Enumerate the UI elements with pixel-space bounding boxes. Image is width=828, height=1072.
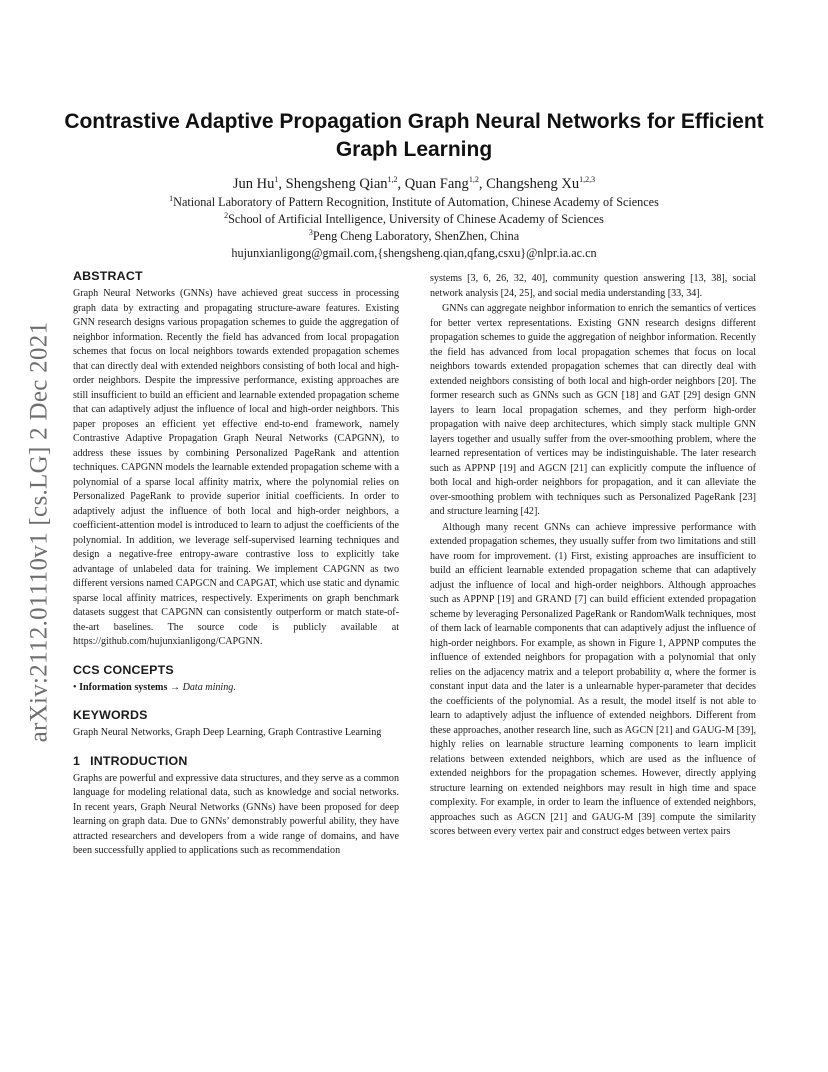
ccs-concept-item (73, 681, 399, 696)
affiliation-text: National Laboratory of Pattern Recognition, Institute of Automation, Chinese Academy of Sciences (173, 195, 659, 209)
right-column (430, 272, 756, 840)
left-column (73, 268, 399, 859)
body-paragraph: systems [3, 6, 26, 32, 40], community question answering [13, 38], social network analysis [24, 25], and social media understanding [33, 34]. (430, 273, 756, 299)
author-list: Jun Hu$^1$, Shengsheng Qian$^{1,2}$, Quan Fang$^{1,2}$, Changsheng Xu$^{1,2,3}$ (232, 175, 596, 192)
affiliation-mark: 1 (169, 193, 174, 203)
ccs-concepts-heading: CCS CONCEPTS (73, 662, 174, 677)
affiliation-1 (60, 194, 768, 211)
author-name: Changsheng Xu (486, 176, 580, 192)
affiliation-text: Peng Cheng Laboratory, ShenZhen, China (312, 229, 520, 243)
introduction-heading (73, 753, 399, 769)
affiliation-mark: 3 (308, 227, 313, 237)
ccs-category: Information systems (79, 681, 168, 693)
author-name: Quan Fang (404, 176, 469, 192)
author-affiliation-mark: 1,2 (468, 175, 479, 185)
paper-title: Contrastive Adaptive Propagation Graph Neural Networks for Efficient Graph Learning (64, 110, 764, 161)
introduction-paragraph: Graphs are powerful and expressive data structures, and they serve as a common language for modeling relational data, such as knowledge and social networks. In recent years, Graph Neural Networks (GNNs) have been proposed for deep learning on graph data. Due to GNNs’ demonstrably powerful ability, they have attracted researchers and developers from a wide range of domains, and have been successfully applied to applications such as recommendation (73, 772, 399, 856)
abstract-heading: ABSTRACT (73, 269, 143, 283)
arrow-symbol: → (169, 681, 181, 693)
abstract-text: Graph Neural Networks (GNNs) have achieved great success in processing graph data by extracting and propagating structure-aware features. Existing GNN research designs various propagation schemes to guide the aggregation of neighbor information. Recently the field has advanced from local propagation schemes that focus on local neighbors towards extended propagation schemes that can directly deal with extended neighbors consisting of both local and high-order neighbors. Despite the impressive performance, existing approaches are still insufficient to build an efficient and learnable extended propagation scheme that can adaptively adjust the influence of local and high-order neighbors. This paper proposes an efficient yet effective end-to-end framework, namely Contrastive Adaptive Propagation Graph Neural Networks (CAPGNN), to address these issues by combining Personalized PageRank and attention techniques. CAPGNN models the learnable extended propagation scheme with a polynomial of a sparse local affinity matrix, where the polynomial relies on Personalized PageRank to provide superior initial coefficients. In order to adaptively adjust the influence of both local and high-order neighbors, a coefficient-attention model is introduced to learn to adjust the coefficients of the polynomial. In addition, we leverage self-supervised learning techniques and design a negative-free entropy-aware contrastive loss to explicitly take advantage of unlabeled data for training. We implement CAPGNN as two different versions named CAPGCN and CAPGAT, which use static and dynamic sparse local affinity matrices, respectively. Experiments on graph benchmark datasets suggest that CAPGNN can consistently outperform or match state-of-the-art baselines. The source code is publicly available at https://github.com/hujunxianligong/CAPGNN. (73, 288, 399, 647)
ccs-period: . (233, 681, 236, 693)
keywords-text: Graph Neural Networks, Graph Deep Learning, Graph Contrastive Learning (73, 727, 382, 738)
affiliation-2 (60, 211, 768, 228)
author-emails: hujunxianligong@gmail.com,{shengsheng.qian,qfang,csxu}@nlpr.ia.ac.cn (231, 246, 597, 260)
body-paragraph: Although many recent GNNs can achieve impressive performance with extended propagation schemes, they usually suffer from two limitations and still have room for improvement. (1) First, existing approaches are insufficient to build an efficient learnable extended propagation scheme that can adaptively adjust the influence of local and high-order neighbors. Although approaches such as APPNP [19] and GRAND [7] can build efficient extended propagation scheme by leveraging Personalized PageRank or RandomWalk techniques, most of them lack of learnable components that can adaptively adjust the influence of high-order neighbors. For example, as shown in Figure 1, APPNP computes the influence of extended neighbors for propagation with a polynomial that only relies on the adjacency matrix and a teleport probability α, where the former is constant input data and the later is a unlearnable hyper-parameter that decides the coefficients of the polynomial. As a result, the model itself is not able to learn to adaptively adjust the influence of extended neighbors. Different from these approaches, another research line, such as AGCN [21] and GAUG-M [39], highly relies on learnable structure learning components to learn implicit relations between extended neighbors, which are used as the influence of extended neighbors for the propagation schemes. However, directly applying structure learning on extended neighbors may result in high time and space complexity. For example, in order to learn the influence of extended neighbors, approaches such as AGCN [21] and GAUG-M [39] compute the similarity scores between every vertex pair and construct edges between vertex pairs (430, 521, 756, 837)
author-name: Jun Hu (232, 176, 275, 192)
author-affiliation-mark: 1,2,3 (579, 175, 596, 185)
keywords-heading: KEYWORDS (73, 708, 148, 722)
arxiv-identifier-text: arXiv:2112.01110v1 [cs.LG] 2 Dec 2021 (25, 321, 53, 743)
author-affiliation-mark: 1,2 (387, 175, 398, 185)
author-affiliation-mark: 1 (274, 175, 279, 185)
section-number: 1 (73, 753, 81, 768)
arxiv-identifier (22, 292, 56, 772)
author-name: Shengsheng Qian (285, 176, 388, 192)
bullet: • (73, 681, 77, 693)
body-paragraph: GNNs can aggregate neighbor information to enrich the semantics of vertices for better vertex representations. Existing GNN research designs different propagation schemes to guide the aggregation of neighbor information. Recently the field has advanced from local propagation schemes that focus on local neighbors towards extended propagation schemes that can directly deal with extended neighbors consisting of both local and high-order neighbors [20]. The former research such as GNNs such as GCN [18] and GAT [29] design GNN layers to learn local propagation schemes, and they perform high-order propagation with naive deep architectures, which simply stack multiple GNN layers together and usually suffer from the over-smoothing problem, where the learned representation of vertices may be indistinguishable. The later research such as APPNP [19] and AGCN [21] can explicitly compute the influence of both local and high-order neighbors for propagation, and it can alleviate the over-smoothing problem with techniques such as Personalized PageRank [23] and structure learning [42]. (430, 303, 756, 517)
affiliation-mark: 2 (224, 210, 229, 220)
ccs-subcategory: Data mining (182, 681, 234, 693)
section-title: INTRODUCTION (90, 753, 188, 768)
affiliation-text: School of Artificial Intelligence, University of Chinese Academy of Sciences (228, 212, 604, 226)
affiliation-3 (60, 228, 768, 245)
